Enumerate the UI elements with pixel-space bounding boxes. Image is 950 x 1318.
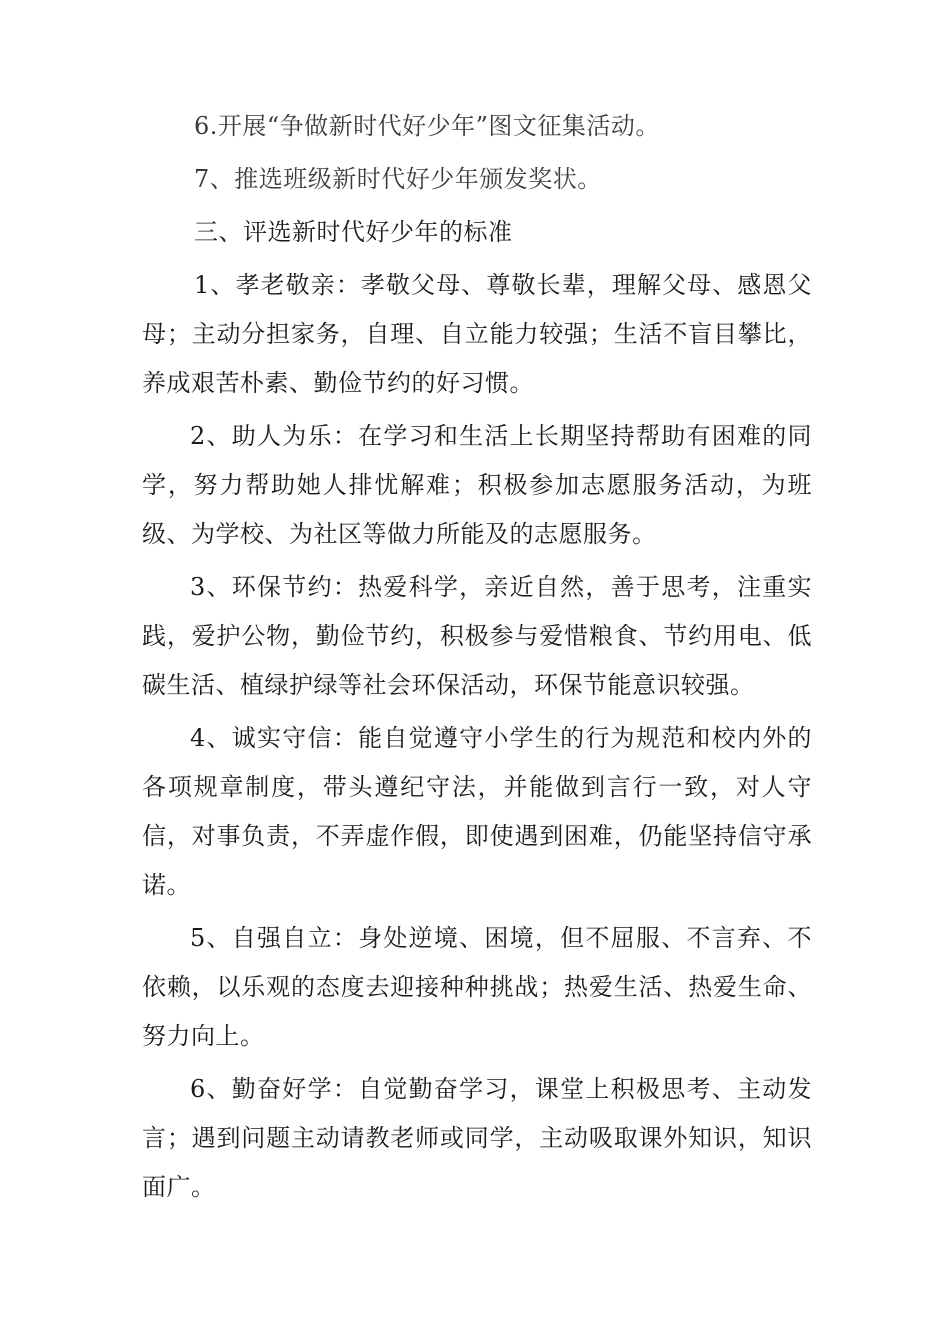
section-heading: 三、评选新时代好少年的标准 <box>194 218 513 246</box>
activity-item-7: 7、推选班级新时代好少年颁发奖状。 <box>194 165 602 193</box>
criterion-helping-others: 2、助人为乐：在学习和生活上长期坚持帮助有困难的同学，努力帮助她人排忧解难；积极参加志愿服务活动，为班级、为学校、为社区等做力所能及的志愿服务。 <box>142 422 812 548</box>
activity-item-6: 6.开展“争做新时代好少年”图文征集活动。 <box>194 112 660 140</box>
document-body <box>142 102 812 1216</box>
criterion-diligent-study: 6、勤奋好学：自觉勤奋学习，课堂上积极思考、主动发言；遇到问题主动请教老师或同学，主动吸取课外知识，知识面广。 <box>142 1075 812 1201</box>
criterion-environmental-frugality: 3、环保节约：热爱科学，亲近自然，善于思考，注重实践，爱护公物，勤俭节约，积极参与爱惜粮食、节约用电、低碳生活、植绿护绿等社会环保活动，环保节能意识较强。 <box>142 573 812 699</box>
criterion-honesty: 4、诚实守信：能自觉遵守小学生的行为规范和校内外的各项规章制度，带头遵纪守法，并能做到言行一致，对人守信，对事负责，不弄虚作假，即使遇到困难，仍能坚持信守承诺。 <box>142 724 812 899</box>
criterion-filial-piety: 1、孝老敬亲：孝敬父母、尊敬长辈，理解父母、感恩父母；主动分担家务，自理、自立能力较强；生活不盲目攀比，养成艰苦朴素、勤俭节约的好习惯。 <box>142 271 812 397</box>
criterion-self-reliance: 5、自强自立：身处逆境、困境，但不屈服、不言弃、不依赖，以乐观的态度去迎接种种挑战；热爱生活、热爱生命、努力向上。 <box>142 924 812 1050</box>
